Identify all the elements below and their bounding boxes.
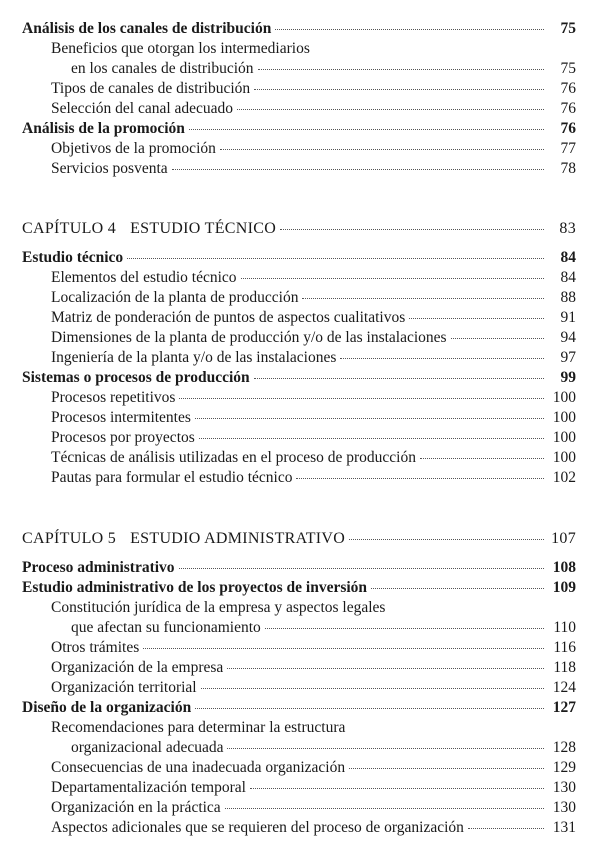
dot-leader	[275, 29, 544, 30]
entry-page-number: 84	[560, 249, 576, 266]
toc-section-entry	[22, 578, 576, 598]
toc-subsection-entry	[22, 328, 576, 348]
chapter-page-number: 83	[559, 220, 576, 237]
entry-page-number: 108	[552, 559, 576, 576]
entry-title: Pautas para formular el estudio técnico	[51, 469, 293, 486]
toc-block-chapter-4	[22, 218, 576, 488]
toc-subsection-entry	[22, 758, 576, 778]
entry-title: Localización de la planta de producción	[51, 289, 299, 306]
entry-title: Procesos repetitivos	[51, 389, 176, 406]
dot-leader	[195, 708, 544, 709]
entry-title: Otros trámites	[51, 639, 140, 656]
toc-subsection-entry	[22, 268, 576, 288]
entry-page-number: 99	[560, 369, 576, 386]
toc-subsection-entry	[22, 718, 576, 738]
entry-title: Estudio técnico	[22, 249, 124, 266]
toc-subsection-entry	[22, 308, 576, 328]
toc-section-entry	[22, 368, 576, 388]
entry-page-number: 100	[552, 409, 576, 426]
entry-title: Matriz de ponderación de puntos de aspectos cualitativos	[51, 309, 406, 326]
toc-section-entry	[22, 558, 576, 578]
toc-section-entry	[22, 698, 576, 718]
dot-leader	[349, 768, 544, 769]
entry-title: Ingeniería de la planta y/o de las instalaciones	[51, 349, 337, 366]
toc-subsection-entry	[22, 678, 576, 698]
dot-leader	[258, 69, 544, 70]
entry-title: Estudio administrativo de los proyectos de inversión	[22, 579, 368, 596]
toc-subsection-entry	[22, 288, 576, 308]
entry-page-number: 91	[560, 309, 576, 326]
entry-page-number: 75	[560, 60, 576, 77]
entry-title: Organización territorial	[51, 679, 197, 696]
dot-leader	[172, 169, 544, 170]
dot-leader	[199, 438, 544, 439]
entry-page-number: 129	[552, 759, 576, 776]
dot-leader	[237, 109, 544, 110]
toc-section-entry	[22, 119, 576, 139]
chapter-page-number: 107	[551, 530, 576, 547]
entry-page-number: 75	[560, 20, 576, 37]
entry-title: Beneficios que otorgan los intermediarios	[51, 40, 310, 57]
entry-title: Departamentalización temporal	[51, 779, 246, 796]
entry-title: Objetivos de la promoción	[51, 140, 216, 157]
dot-leader	[265, 628, 544, 629]
entry-title: Procesos intermitentes	[51, 409, 191, 426]
entry-title: Diseño de la organización	[22, 699, 192, 716]
chapter-number: CAPÍTULO 5	[22, 530, 117, 547]
toc-section-entry	[22, 248, 576, 268]
dot-leader	[280, 229, 544, 230]
dot-leader	[227, 668, 544, 669]
entry-page-number: 127	[552, 699, 576, 716]
entry-page-number: 118	[553, 659, 576, 676]
entry-page-number: 77	[560, 140, 576, 157]
entry-title: Proceso administrativo	[22, 559, 175, 576]
dot-leader	[254, 378, 544, 379]
entry-page-number: 76	[560, 120, 576, 137]
dot-leader	[143, 648, 544, 649]
toc-subsection-entry	[22, 658, 576, 678]
toc-subsection-entry	[22, 139, 576, 159]
entry-title: organizacional adecuada	[71, 739, 224, 756]
entry-title: Elementos del estudio técnico	[51, 269, 237, 286]
toc-subsection-entry	[22, 99, 576, 119]
entry-title: Dimensiones de la planta de producción y/o de las instalaciones	[51, 329, 447, 346]
toc-subsection-entry	[22, 818, 576, 838]
entry-page-number: 100	[552, 429, 576, 446]
entry-title: Aspectos adicionales que se requieren del proceso de organización	[51, 819, 464, 836]
dot-leader	[220, 149, 544, 150]
entry-title: Sistemas o procesos de producción	[22, 369, 250, 386]
entry-page-number: 100	[552, 449, 576, 466]
dot-leader	[468, 828, 544, 829]
dot-leader	[254, 89, 544, 90]
toc-subsection-entry	[22, 59, 576, 79]
dot-leader	[189, 129, 544, 130]
dot-leader	[241, 278, 544, 279]
entry-page-number: 97	[560, 349, 576, 366]
entry-title: Constitución jurídica de la empresa y aspectos legales	[51, 599, 386, 616]
entry-page-number: 78	[560, 160, 576, 177]
toc-subsection-entry	[22, 348, 576, 368]
toc-subsection-entry	[22, 39, 576, 59]
toc-subsection-entry	[22, 408, 576, 428]
toc-subsection-entry	[22, 428, 576, 448]
entry-page-number: 102	[552, 469, 576, 486]
dot-leader	[195, 418, 544, 419]
chapter-title: ESTUDIO ADMINISTRATIVO	[130, 530, 346, 547]
entry-title: Consecuencias de una inadecuada organización	[51, 759, 346, 776]
toc-subsection-entry	[22, 448, 576, 468]
dot-leader	[179, 398, 544, 399]
dot-leader	[127, 258, 544, 259]
dot-leader	[409, 318, 544, 319]
dot-leader	[179, 568, 544, 569]
dot-leader	[340, 358, 544, 359]
dot-leader	[302, 298, 544, 299]
chapter-number: CAPÍTULO 4	[22, 220, 117, 237]
dot-leader	[201, 688, 544, 689]
chapter-heading	[22, 528, 576, 550]
entry-title: Procesos por proyectos	[51, 429, 195, 446]
toc-subsection-entry	[22, 159, 576, 179]
entry-page-number: 131	[552, 819, 576, 836]
entry-title: Técnicas de análisis utilizadas en el proceso de producción	[51, 449, 416, 466]
entry-title: que afectan su funcionamiento	[71, 619, 261, 636]
dot-leader	[227, 748, 544, 749]
toc-block-chapter-3-end	[22, 19, 576, 179]
entry-title: Servicios posventa	[51, 160, 168, 177]
dot-leader	[349, 539, 544, 540]
toc-subsection-entry	[22, 738, 576, 758]
toc-subsection-entry	[22, 618, 576, 638]
toc-section-entry	[22, 19, 576, 39]
entry-page-number: 109	[552, 579, 576, 596]
entry-page-number: 76	[560, 100, 576, 117]
entry-page-number: 94	[560, 329, 576, 346]
entry-page-number: 116	[553, 639, 576, 656]
entry-title: Selección del canal adecuado	[51, 100, 234, 117]
dot-leader	[420, 458, 544, 459]
entry-title: en los canales de distribución	[71, 60, 254, 77]
toc-subsection-entry	[22, 388, 576, 408]
dot-leader	[296, 478, 544, 479]
entry-page-number: 100	[552, 389, 576, 406]
toc-subsection-entry	[22, 798, 576, 818]
entry-title: Recomendaciones para determinar la estructura	[51, 719, 346, 736]
dot-leader	[250, 788, 544, 789]
entry-page-number: 130	[552, 779, 576, 796]
toc-subsection-entry	[22, 598, 576, 618]
toc-block-chapter-5	[22, 528, 576, 838]
entry-page-number: 88	[560, 289, 576, 306]
entry-title: Organización en la práctica	[51, 799, 221, 816]
entry-title: Organización de la empresa	[51, 659, 224, 676]
toc-subsection-entry	[22, 778, 576, 798]
entry-title: Análisis de los canales de distribución	[22, 20, 272, 37]
entry-page-number: 124	[552, 679, 576, 696]
toc-subsection-entry	[22, 638, 576, 658]
entry-page-number: 130	[552, 799, 576, 816]
entry-page-number: 128	[552, 739, 576, 756]
dot-leader	[451, 338, 544, 339]
entry-title: Análisis de la promoción	[22, 120, 185, 137]
entry-page-number: 84	[560, 269, 576, 286]
entry-page-number: 76	[560, 80, 576, 97]
dot-leader	[225, 808, 544, 809]
chapter-title: ESTUDIO TÉCNICO	[130, 220, 277, 237]
dot-leader	[371, 588, 544, 589]
chapter-heading	[22, 218, 576, 240]
entry-title: Tipos de canales de distribución	[51, 80, 251, 97]
toc-subsection-entry	[22, 468, 576, 488]
toc-subsection-entry	[22, 79, 576, 99]
entry-page-number: 110	[553, 619, 576, 636]
